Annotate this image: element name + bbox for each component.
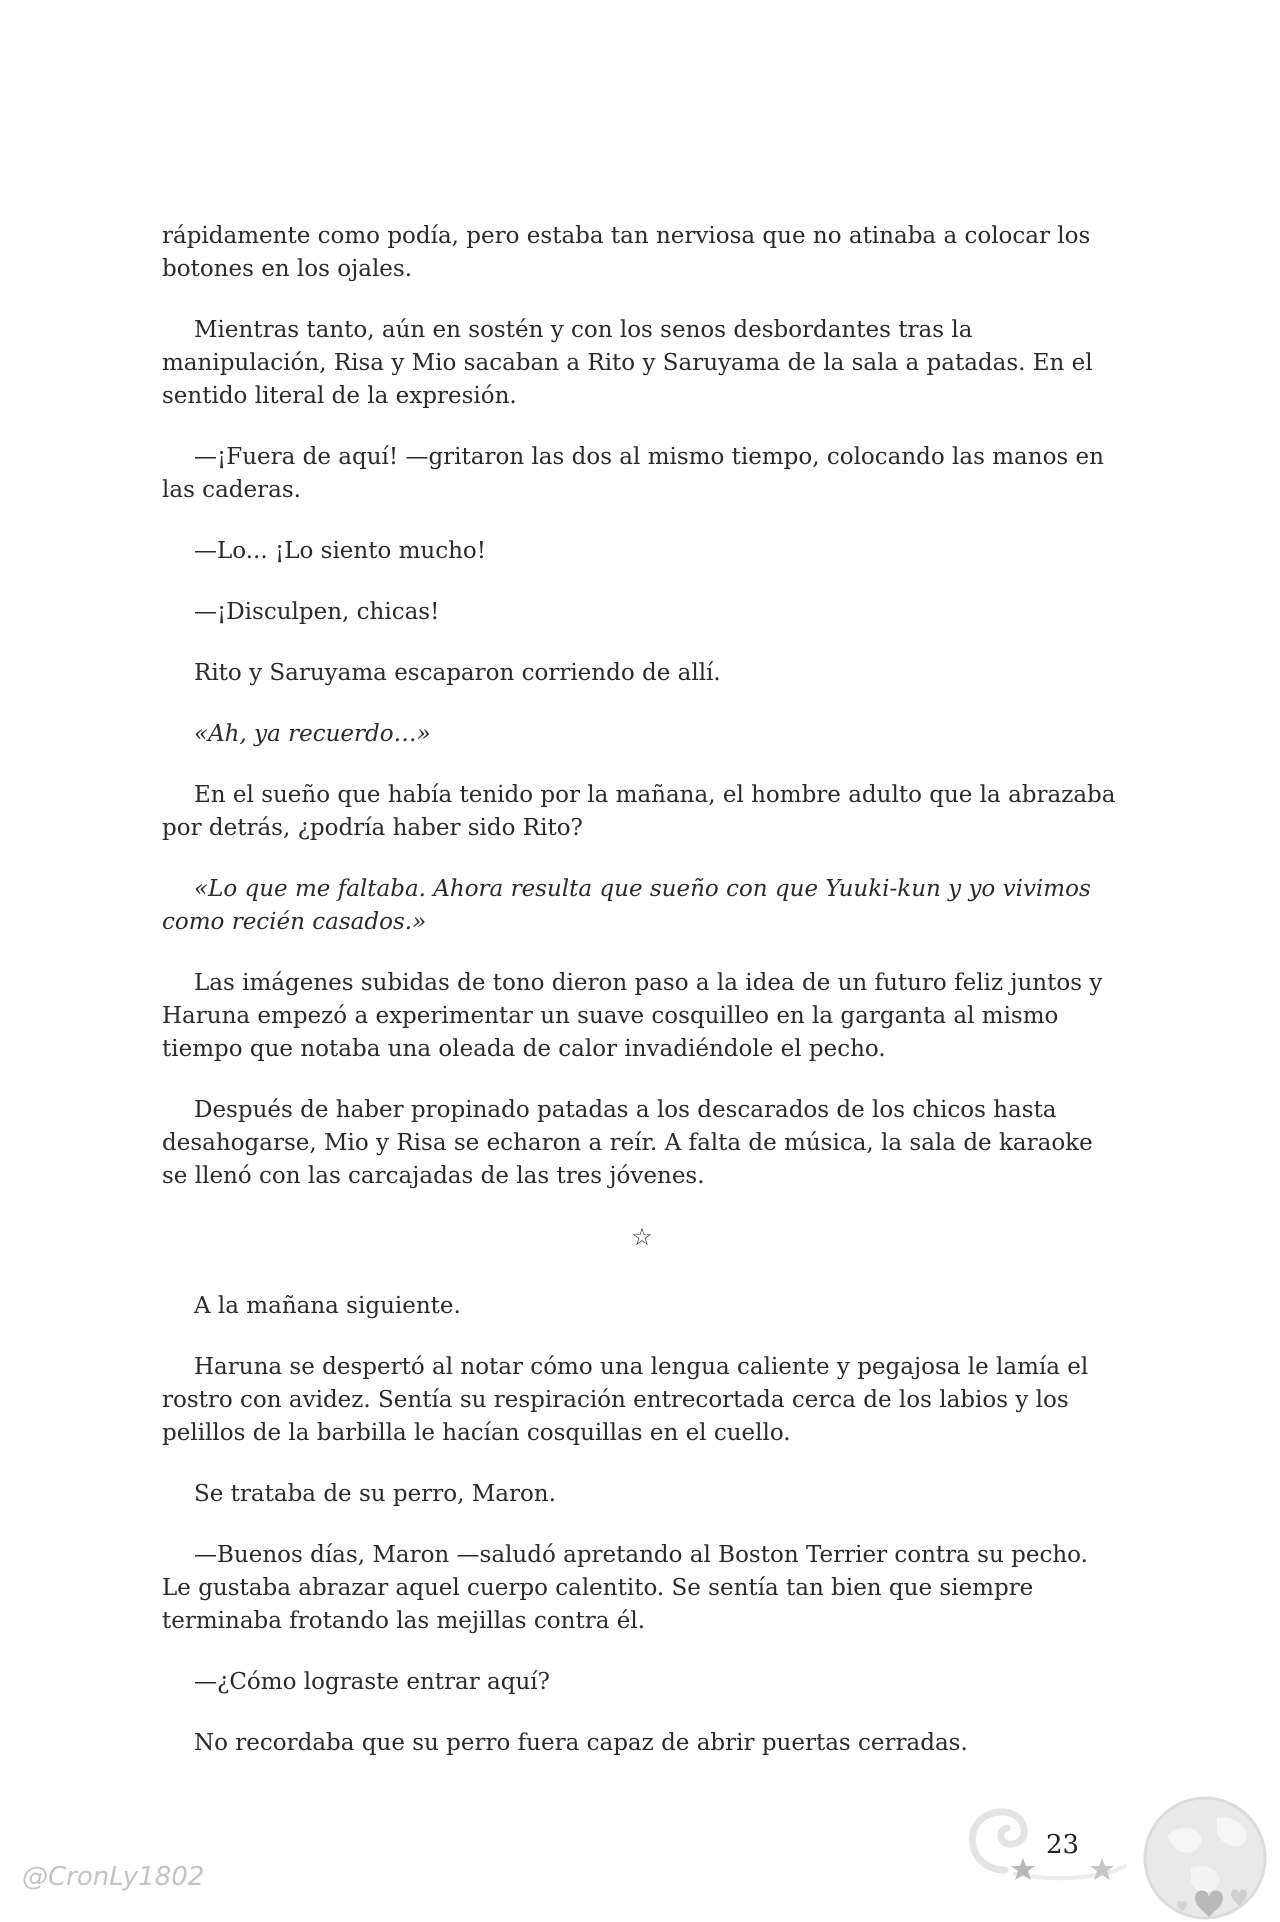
paragraph: —¡Disculpen, chicas! <box>194 599 440 625</box>
page-body <box>162 220 1122 1788</box>
paragraph: Rito y Saruyama escaparon corriendo de allí. <box>194 660 721 686</box>
paragraph: Las imágenes subidas de tono dieron paso a la idea de un futuro feliz juntos y Haruna empezó a experimentar un suave cosquilleo en la garganta al mismo tiempo que notaba una oleada de calor invadiéndole el pecho. <box>162 970 1103 1062</box>
paragraph: A la mañana siguiente. <box>194 1293 461 1319</box>
paragraph: Haruna se despertó al notar cómo una lengua caliente y pegajosa le lamía el rostro con avidez. Sentía su respiración entrecortada cerca de los labios y los pelillos de la barbilla le hacían cosquillas en el cuello. <box>162 1354 1089 1446</box>
paragraph: No recordaba que su perro fuera capaz de abrir puertas cerradas. <box>194 1730 968 1756</box>
paragraph-thought: «Lo que me faltaba. Ahora resulta que sueño con que Yuuki-kun y yo vivimos como recién casados.» <box>162 876 1091 935</box>
paragraph: —Buenos días, Maron —saludó apretando al Boston Terrier contra su pecho. Le gustaba abrazar aquel cuerpo calentito. Se sentía tan bien que siempre terminaba frotando las mejillas contra él. <box>162 1542 1088 1634</box>
paragraph: En el sueño que había tenido por la mañana, el hombre adulto que la abrazaba por detrás, ¿podría haber sido Rito? <box>162 782 1116 841</box>
watermark: @CronLy1802 <box>22 1862 205 1892</box>
paragraph: Mientras tanto, aún en sostén y con los senos desbordantes tras la manipulación, Risa y Mio sacaban a Rito y Saruyama de la sala a patadas. En el sentido literal de la expresión. <box>162 317 1093 409</box>
paragraph: —Lo... ¡Lo siento mucho! <box>194 538 487 564</box>
page-ornament-icon <box>955 1770 1275 1920</box>
paragraph: Se trataba de su perro, Maron. <box>194 1481 556 1507</box>
page-number: 23 <box>1046 1830 1080 1860</box>
paragraph: —¡Fuera de aquí! —gritaron las dos al mismo tiempo, colocando las manos en las caderas. <box>162 444 1104 503</box>
paragraph: rápidamente como podía, pero estaba tan nerviosa que no atinaba a colocar los botones en los ojales. <box>162 223 1091 282</box>
paragraph: —¿Cómo lograste entrar aquí? <box>194 1669 550 1695</box>
paragraph: Después de haber propinado patadas a los descarados de los chicos hasta desahogarse, Mio y Risa se echaron a reír. A falta de música, la sala de karaoke se llenó con las carcajadas de las tres jóvenes. <box>162 1097 1093 1189</box>
scene-separator-star: ☆ <box>631 1223 653 1251</box>
paragraph-thought: «Ah, ya recuerdo…» <box>194 721 431 747</box>
